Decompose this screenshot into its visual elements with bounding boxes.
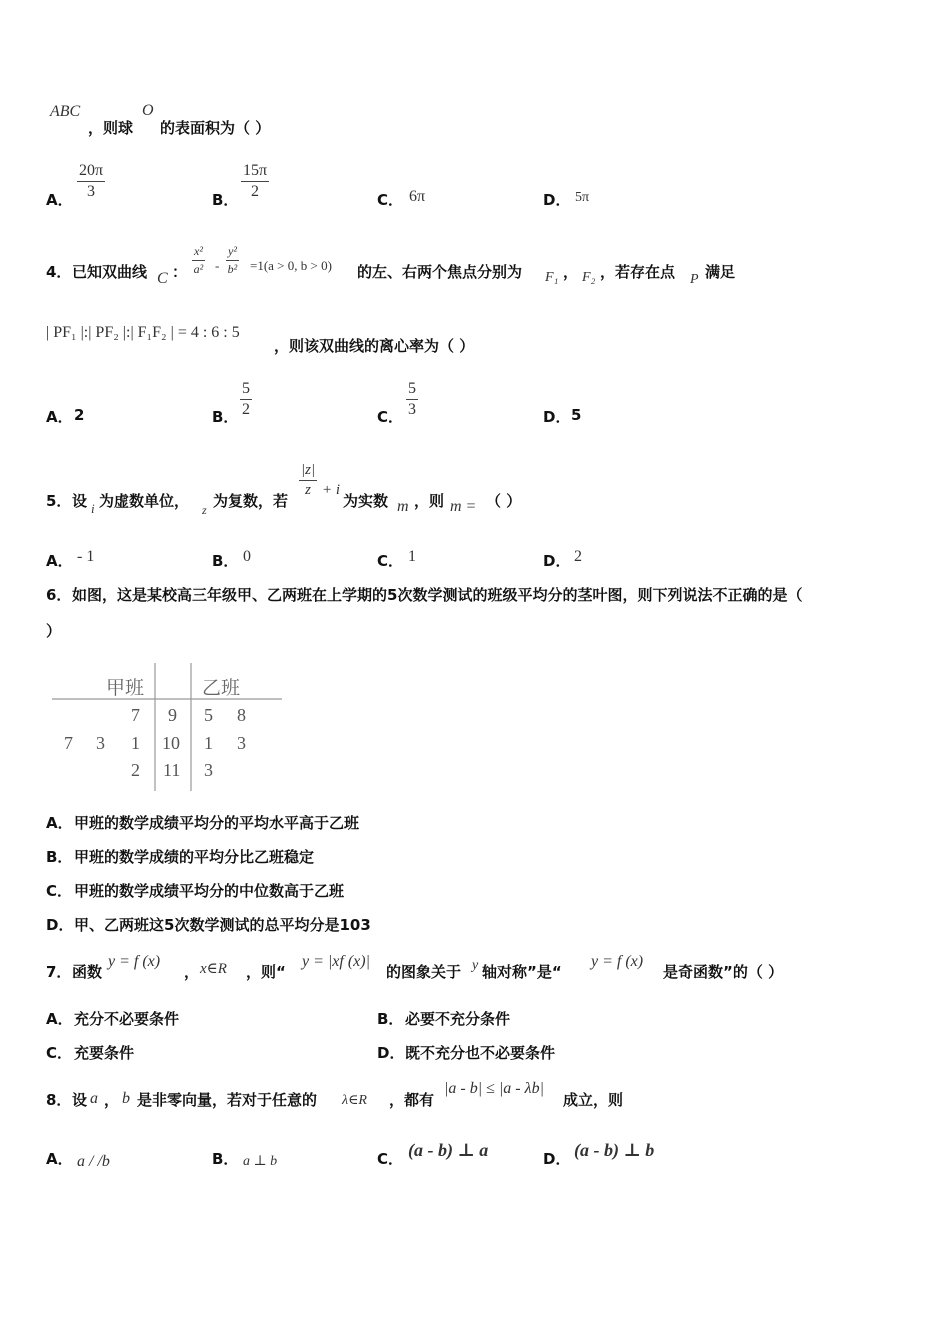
- q5-number: 5．: [46, 492, 72, 510]
- q5-option-d-value: 2: [574, 548, 582, 565]
- q3-option-b-frac: [241, 162, 269, 201]
- q3-option-a-den: 3: [87, 183, 96, 200]
- q8-option-b-value: a ⊥ b: [243, 1154, 278, 1169]
- stem-leaf-stem: 9: [168, 705, 177, 725]
- stem-leaf-left-leaf: 2: [131, 760, 140, 780]
- q3-option-c-value: 6π: [409, 188, 426, 205]
- q8-option-c-value: (a - b) ⊥ a: [408, 1140, 489, 1160]
- q6-text-line2: ）: [46, 622, 62, 640]
- q8-number: 8．: [46, 1091, 72, 1109]
- stem-leaf-left-header: 甲班: [106, 678, 145, 699]
- q4-option-b-frac: [240, 380, 252, 419]
- q8-option-d-label: D．: [543, 1150, 571, 1168]
- q4-option-b-label: B．: [212, 408, 239, 426]
- q4-option-c-num: 5: [406, 380, 418, 400]
- q3-option-a-num: 20π: [77, 162, 105, 182]
- stem-leaf-left-leaf: 1: [131, 733, 140, 753]
- q6-number: 6．: [46, 586, 72, 604]
- q6-text-line1: 如图，这是某校高三年级甲、乙两班在上学期的5次数学测试的班级平均分的茎叶图，则下列说法不正确的是（: [72, 586, 803, 604]
- q7-fx2: y = |xf (x)|: [302, 953, 370, 970]
- q7-fx1: y = f (x): [108, 953, 161, 970]
- q5-text6: （ ）: [486, 492, 522, 510]
- q7-option-b-text: 必要不充分条件: [405, 1010, 511, 1028]
- stem-leaf-stem: 10: [162, 733, 180, 753]
- q4-option-d-value: 5: [571, 406, 582, 424]
- q3-option-a-label: A．: [46, 191, 73, 209]
- q7-option-b-label: B．: [377, 1010, 404, 1028]
- q7-option-c-text: 充要条件: [74, 1044, 135, 1062]
- q5-option-a-label: A．: [46, 552, 73, 570]
- q4-option-b-num: 5: [240, 380, 252, 400]
- q4-curve: C: [157, 270, 168, 287]
- q8-option-c-label: C．: [377, 1150, 404, 1168]
- q4-frac-x: [192, 244, 205, 277]
- q5-option-b-label: B．: [212, 552, 239, 570]
- q7-text4: 轴对称”是“: [482, 963, 562, 981]
- q8-lambda: λ∈R: [342, 1093, 367, 1108]
- q6-option-a-label: A．: [46, 814, 73, 832]
- q8-text4: 成立，则: [563, 1091, 624, 1109]
- q5-plus-i: + i: [322, 482, 341, 498]
- q4-frac-y-num: y²: [226, 244, 239, 261]
- q4-text3: ，若存在点: [600, 263, 676, 281]
- q3-option-d-label: D．: [543, 191, 571, 209]
- stem-leaf-left-leaf: 7: [64, 733, 73, 753]
- q7-option-d-label: D．: [377, 1044, 405, 1062]
- q4-text4: 满足: [705, 263, 736, 281]
- q7-option-d-text: 既不充分也不必要条件: [405, 1044, 556, 1062]
- q4-number: 4．: [46, 263, 72, 281]
- q6-option-d-text: 甲、乙两班这5次数学测试的总平均分是103: [74, 916, 371, 934]
- stem-leaf-right-leaf: 8: [237, 705, 246, 725]
- q3-option-d-value: 5π: [575, 190, 590, 205]
- q5-m-eq: m =: [450, 498, 477, 515]
- q5-z: z: [202, 503, 207, 517]
- q4-option-a-label: A．: [46, 408, 73, 426]
- stem-leaf-right-leaf: 5: [204, 705, 213, 725]
- q4-frac-x-num: x²: [192, 244, 205, 261]
- q5-option-a-value: - 1: [77, 548, 95, 565]
- q4-option-c-frac: [406, 380, 418, 419]
- q4-text2: 的左、右两个焦点分别为: [357, 263, 523, 281]
- q5-m: m: [397, 498, 409, 515]
- q3-option-b-num: 15π: [241, 162, 269, 182]
- stem-leaf-plot: [52, 663, 282, 793]
- q4-text5: ，则该双曲线的离心率为（ ）: [274, 337, 475, 355]
- q7-comma: ，: [184, 963, 200, 981]
- q5-text4: 为实数: [343, 492, 389, 510]
- q8-option-a-value: a / /b: [77, 1153, 110, 1170]
- q3-text1: ，则球: [88, 119, 134, 137]
- q3-option-c-label: C．: [377, 191, 404, 209]
- q3-text2: 的表面积为（ ）: [160, 119, 271, 137]
- q6-option-d-label: D．: [46, 916, 74, 934]
- q5-i: i: [91, 501, 95, 516]
- q6-option-b-text: 甲班的数学成绩的平均分比乙班稳定: [74, 848, 315, 866]
- q5-text2: 为虚数单位，: [99, 492, 190, 510]
- q7-domain: x∈R: [200, 961, 227, 977]
- q8-b: b: [122, 1090, 130, 1107]
- q7-text3: 的图象关于: [386, 963, 462, 981]
- q8-a: a: [90, 1090, 98, 1107]
- q4-f1: F₁: [545, 270, 559, 285]
- q4-frac-y-den: b²: [227, 262, 238, 276]
- q4-minus: -: [215, 258, 220, 273]
- q4-option-c-den: 3: [408, 401, 416, 418]
- q7-text2: ，则“: [246, 963, 286, 981]
- q8-text1: 设: [72, 1091, 88, 1109]
- stem-leaf-right-leaf: 1: [204, 733, 213, 753]
- q4-colon: ：: [172, 263, 188, 281]
- q5-option-c-label: C．: [377, 552, 404, 570]
- q6-option-c-label: C．: [46, 882, 73, 900]
- stem-leaf-left-leaf: 3: [96, 733, 105, 753]
- q3-option-b-den: 2: [251, 183, 260, 200]
- q4-ratio: | PF₁ |:| PF₂ |:| F₁F₂ | = 4 : 6 : 5: [46, 324, 240, 341]
- q6-option-c-text: 甲班的数学成绩平均分的中位数高于乙班: [74, 882, 345, 900]
- q7-text1: 函数: [72, 963, 103, 981]
- q5-text5: ，则: [414, 492, 445, 510]
- stem-leaf-left-leaf: 7: [131, 705, 140, 725]
- q7-option-a-label: A．: [46, 1010, 73, 1028]
- q3-option-a-frac: [77, 162, 105, 201]
- q4-frac-x-den: a²: [193, 262, 204, 276]
- q4-option-d-label: D．: [543, 408, 571, 426]
- stem-leaf-right-header: 乙班: [202, 678, 241, 699]
- q8-option-d-value: (a - b) ⊥ b: [574, 1140, 655, 1160]
- q7-option-a-text: 充分不必要条件: [74, 1010, 180, 1028]
- q4-option-c-label: C．: [377, 408, 404, 426]
- q7-option-c-label: C．: [46, 1044, 73, 1062]
- q4-eq-rest: =1(a > 0, b > 0): [250, 258, 332, 273]
- q5-frac-den: z: [305, 482, 311, 498]
- q4-f2: F₂: [582, 270, 596, 285]
- q8-option-a-label: A．: [46, 1150, 73, 1168]
- q5-option-d-label: D．: [543, 552, 571, 570]
- q6-option-a-text: 甲班的数学成绩平均分的平均水平高于乙班: [74, 814, 360, 832]
- q8-option-b-label: B．: [212, 1150, 239, 1168]
- stem-leaf-right-leaf: 3: [237, 733, 246, 753]
- q5-frac: [299, 462, 317, 499]
- q3-math-abc: ABC: [50, 103, 81, 120]
- q8-ineq: |a - b| ≤ |a - λb|: [444, 1080, 544, 1097]
- q5-option-c-value: 1: [408, 548, 416, 565]
- q6-option-b-label: B．: [46, 848, 73, 866]
- q3-var-o: O: [142, 102, 154, 119]
- q5-text3: 为复数，若: [213, 492, 289, 510]
- q5-option-b-value: 0: [243, 548, 251, 565]
- q8-text2: 是非零向量，若对于任意的: [137, 1091, 318, 1109]
- q4-frac-y: [226, 244, 239, 277]
- q8-text3: ，都有: [389, 1091, 435, 1109]
- q4-point-p: P: [690, 272, 699, 287]
- q7-y: y: [472, 958, 479, 973]
- q3-option-b-label: B．: [212, 191, 239, 209]
- q8-comma: ，: [104, 1091, 120, 1109]
- q4-option-a-value: 2: [74, 406, 85, 424]
- q4-comma: ，: [563, 263, 579, 281]
- q5-frac-num: |z|: [299, 462, 317, 481]
- q7-text5: 是奇函数”的（ ）: [663, 963, 784, 981]
- stem-leaf-right-leaf: 3: [204, 760, 213, 780]
- stem-leaf-stem: 11: [163, 760, 181, 780]
- q4-text1: 已知双曲线: [72, 263, 148, 281]
- q7-fx3: y = f (x): [591, 953, 644, 970]
- q5-text1: 设: [72, 492, 88, 510]
- q7-number: 7．: [46, 963, 72, 981]
- q4-option-b-den: 2: [242, 401, 250, 418]
